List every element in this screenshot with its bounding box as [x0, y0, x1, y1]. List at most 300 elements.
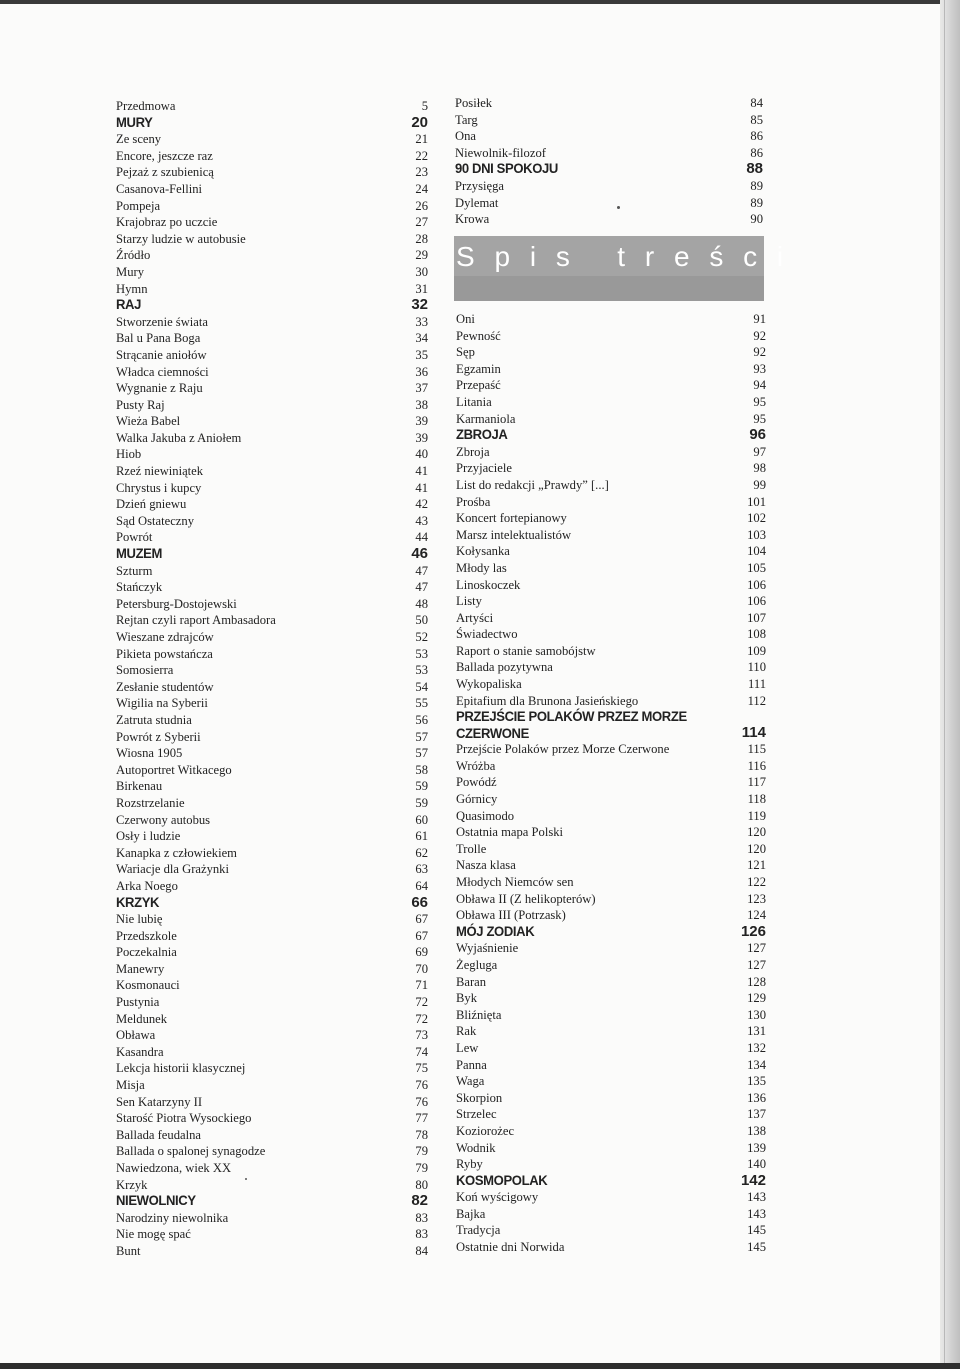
toc-entry-title: Kanapka z człowiekiem	[116, 845, 237, 860]
toc-section-heading	[456, 427, 766, 444]
toc-entry-title: Oni	[456, 312, 475, 326]
toc-entry-title: Waga	[456, 1074, 485, 1089]
toc-entry-title: Młodych Niemców sen	[456, 875, 574, 889]
toc-entry-title: Pejzaż z szubienicą	[116, 165, 214, 180]
toc-entry-page-number: 120	[747, 841, 766, 856]
toc-section-heading	[116, 1193, 428, 1210]
toc-section-heading	[456, 709, 766, 741]
toc-entry-title: Arka Noego	[116, 878, 178, 893]
toc-entry	[116, 1060, 428, 1077]
toc-entry-page-number: 118	[747, 792, 766, 807]
toc-entry-title: Byk	[456, 991, 477, 1006]
toc-entry	[456, 940, 766, 957]
toc-entry-page-number: 67	[415, 912, 428, 927]
toc-column-left	[116, 98, 428, 1260]
toc-entry-title: KOSMOPOLAK	[456, 1172, 548, 1189]
toc-entry-page-number: 93	[753, 361, 766, 376]
toc-entry-page-number: 72	[415, 995, 428, 1010]
toc-entry-page-number: 84	[750, 96, 763, 110]
toc-entry-page-number: 53	[415, 646, 428, 661]
toc-entry-page-number: 99	[753, 477, 766, 492]
toc-entry	[455, 95, 763, 112]
toc-entry-page-number: 86	[750, 145, 763, 160]
toc-entry-page-number: 79	[415, 1144, 428, 1159]
toc-entry-title: Strzelec	[456, 1107, 497, 1122]
toc-entry-title: Baran	[456, 974, 487, 989]
toc-entry	[116, 281, 428, 298]
toc-entry	[456, 1140, 766, 1157]
toc-entry-page-number: 82	[411, 1192, 428, 1210]
toc-entry-title: Pompeja	[116, 198, 161, 213]
toc-entry	[116, 695, 428, 712]
toc-entry	[456, 659, 766, 676]
toc-entry-page-number: 123	[747, 891, 766, 906]
toc-entry	[456, 1123, 766, 1140]
toc-entry-title: Tradycja	[456, 1223, 501, 1238]
toc-entry-title: RAJ	[116, 297, 142, 314]
toc-entry-page-number: 109	[747, 643, 766, 658]
toc-column-right-bottom	[456, 311, 766, 1256]
toc-entry-title: Nawiedzona, wiek XX	[116, 1161, 232, 1175]
toc-entry	[456, 610, 766, 627]
toc-entry-title: NIEWOLNICY	[116, 1193, 196, 1210]
toc-entry-page-number: 41	[415, 480, 428, 495]
toc-entry	[116, 413, 428, 430]
toc-entry	[116, 1160, 428, 1177]
toc-entry-title: Autoportret Witkacego	[116, 762, 232, 777]
toc-entry-page-number: 33	[415, 314, 428, 329]
toc-entry-title: Zesłanie studentów	[116, 679, 214, 694]
toc-entry	[116, 1210, 428, 1227]
toc-entry	[456, 510, 766, 527]
toc-entry-page-number: 67	[415, 928, 428, 943]
toc-entry-page-number: 55	[415, 696, 428, 711]
toc-entry-page-number: 64	[415, 878, 428, 893]
toc-entry-page-number: 59	[415, 779, 428, 794]
toc-entry	[456, 377, 766, 394]
toc-entry-title: Targ	[455, 112, 478, 127]
toc-entry	[116, 612, 428, 629]
toc-entry	[116, 745, 428, 762]
toc-entry-title: KRZYK	[116, 894, 160, 911]
toc-entry-title: Niewolnik-filozof	[455, 145, 546, 160]
toc-entry-title: Linoskoczek	[456, 577, 521, 592]
toc-entry	[455, 128, 763, 145]
toc-entry-page-number: 140	[747, 1157, 766, 1172]
toc-entry	[116, 397, 428, 414]
toc-entry	[456, 758, 766, 775]
toc-entry	[456, 1106, 766, 1123]
toc-entry-title: Birkenau	[116, 779, 163, 794]
toc-entry-page-number: 47	[415, 563, 428, 578]
toc-entry	[116, 944, 428, 961]
toc-entry	[456, 361, 766, 378]
toc-entry-title: Encore, jeszcze raz	[116, 148, 213, 163]
toc-entry-page-number: 48	[415, 596, 428, 611]
toc-entry-title: Dzień gniewu	[116, 497, 187, 512]
toc-entry-title: Powrót	[116, 530, 153, 545]
toc-entry	[116, 563, 428, 580]
toc-entry-title: Czerwony autobus	[116, 812, 211, 827]
toc-entry-title: Manewry	[116, 961, 165, 976]
toc-entry	[456, 643, 766, 660]
toc-entry	[456, 460, 766, 477]
toc-entry	[116, 480, 428, 497]
toc-entry-page-number: 46	[411, 545, 428, 563]
toc-entry-page-number: 95	[753, 394, 766, 409]
toc-entry-page-number: 39	[415, 430, 428, 445]
toc-section-heading	[116, 895, 428, 912]
toc-entry	[456, 1007, 766, 1024]
toc-entry-page-number: 143	[747, 1206, 766, 1221]
toc-entry-title: MUZEM	[116, 546, 163, 563]
toc-entry	[456, 577, 766, 594]
toc-entry-title: Karmaniola	[456, 411, 516, 426]
toc-entry-title: Pikieta powstańcza	[116, 646, 213, 661]
toc-entry-title: Wiosna 1905	[116, 746, 183, 761]
toc-entry	[116, 513, 428, 530]
toc-entry-page-number: 102	[747, 511, 766, 526]
toc-entry-page-number: 142	[740, 1171, 766, 1189]
toc-entry-title: Kasandra	[116, 1044, 164, 1059]
toc-entry	[456, 808, 766, 825]
toc-entry-page-number: 58	[415, 762, 428, 777]
toc-entry-page-number: 42	[415, 497, 428, 512]
toc-entry	[456, 1023, 766, 1040]
toc-entry-title: Ballada pozytywna	[456, 660, 553, 675]
toc-entry-title: MÓJ ZODIAK	[456, 923, 535, 940]
toc-entry-page-number: 69	[415, 945, 428, 960]
toc-entry-page-number: 106	[747, 577, 766, 592]
toc-entry-title: Wieża Babel	[116, 414, 181, 429]
toc-entry-page-number: 95	[753, 411, 766, 426]
toc-entry-title: Pusty Raj	[116, 397, 165, 412]
toc-entry-title: ZBROJA	[456, 427, 508, 444]
toc-entry-page-number: 105	[747, 560, 766, 575]
toc-entry	[455, 211, 763, 228]
toc-entry-page-number: 134	[747, 1057, 766, 1072]
toc-entry	[116, 1044, 428, 1061]
toc-entry-page-number: 73	[415, 1028, 428, 1043]
toc-entry-title: PRZEJŚCIE POLAKÓW PRZEZ MORZE CZERWONE	[456, 709, 687, 742]
toc-entry	[116, 878, 428, 895]
toc-entry-title: Starość Piotra Wysockiego	[116, 1111, 252, 1126]
toc-entry-title: Żegluga	[456, 957, 498, 972]
toc-section-heading	[456, 924, 766, 941]
toc-entry-title: Koziorożec	[456, 1123, 515, 1138]
toc-section-heading	[116, 297, 428, 314]
toc-entry	[456, 891, 766, 908]
toc-entry-title: Ballada feudalna	[116, 1127, 201, 1142]
toc-entry	[116, 446, 428, 463]
toc-entry-page-number: 132	[747, 1040, 766, 1055]
toc-entry-title: Wariacje dla Grażynki	[116, 862, 229, 877]
toc-entry-page-number: 53	[415, 663, 428, 678]
toc-entry-title: Kosmonauci	[116, 978, 180, 993]
toc-section-heading	[455, 161, 763, 178]
toc-entry-page-number: 110	[747, 660, 766, 675]
toc-entry-title: Trolle	[456, 841, 487, 856]
toc-entry-page-number: 96	[749, 426, 766, 444]
toc-entry	[116, 1110, 428, 1127]
toc-entry	[456, 626, 766, 643]
print-speck	[245, 1178, 247, 1180]
toc-entry	[116, 845, 428, 862]
toc-entry-title: Wykopaliska	[456, 677, 522, 692]
toc-entry	[116, 994, 428, 1011]
toc-entry-title: Epitafium dla Brunona Jasieńskiego	[456, 693, 639, 708]
toc-entry-page-number: 124	[747, 908, 766, 923]
toc-entry-title: MURY	[116, 114, 153, 131]
toc-entry-title: Somosierra	[116, 663, 174, 678]
toc-entry	[456, 774, 766, 791]
toc-entry	[456, 560, 766, 577]
toc-entry-page-number: 137	[747, 1107, 766, 1122]
toc-entry-page-number: 143	[747, 1190, 766, 1205]
toc-entry	[456, 593, 766, 610]
toc-entry	[455, 195, 763, 212]
toc-entry-page-number: 98	[753, 461, 766, 476]
toc-entry-title: Źródło	[116, 248, 151, 263]
toc-entry-page-number: 59	[415, 795, 428, 810]
toc-entry-title: Obława III (Potrzask)	[456, 908, 566, 923]
toc-entry-title: Wieszane zdrajców	[116, 630, 214, 644]
toc-entry	[116, 646, 428, 663]
toc-entry-page-number: 35	[415, 347, 428, 362]
toc-entry-title: Osły i ludzie	[116, 829, 181, 844]
toc-entry-title: Stańczyk	[116, 580, 163, 595]
toc-entry-title: Rak	[456, 1024, 477, 1039]
toc-entry-page-number: 94	[753, 378, 766, 393]
toc-entry-page-number: 122	[747, 875, 766, 889]
toc-entry	[455, 145, 763, 162]
toc-entry-page-number: 38	[415, 397, 428, 412]
toc-entry-page-number: 47	[415, 580, 428, 595]
toc-entry-title: Bliźnięta	[456, 1007, 502, 1022]
toc-entry	[456, 676, 766, 693]
toc-entry	[456, 957, 766, 974]
toc-entry	[116, 164, 428, 181]
toc-entry-page-number: 103	[747, 527, 766, 542]
toc-entry	[456, 1222, 766, 1239]
toc-section-heading	[116, 115, 428, 132]
toc-entry-title: Świadectwo	[456, 627, 518, 642]
toc-entry-page-number: 37	[415, 381, 428, 396]
toc-entry	[116, 247, 428, 264]
toc-entry	[116, 662, 428, 679]
toc-entry	[456, 693, 766, 710]
toc-entry-title: Młody las	[456, 560, 507, 575]
toc-entry-page-number: 89	[750, 195, 763, 210]
toc-entry	[116, 861, 428, 878]
toc-entry-page-number: 61	[415, 829, 428, 844]
toc-entry	[456, 477, 766, 494]
toc-entry-page-number: 78	[415, 1127, 428, 1142]
toc-entry-page-number: 20	[411, 113, 428, 131]
toc-entry	[456, 394, 766, 411]
toc-entry-page-number: 104	[747, 544, 766, 559]
toc-entry-title: Misja	[116, 1078, 145, 1093]
toc-entry-title: Ryby	[456, 1157, 483, 1172]
toc-entry	[116, 629, 428, 646]
toc-entry-title: Zatruta studnia	[116, 712, 192, 727]
toc-entry-page-number: 111	[748, 677, 766, 692]
toc-entry-title: Przedszkole	[116, 928, 177, 943]
toc-entry-page-number: 57	[415, 746, 428, 761]
toc-entry-title: Krowa	[455, 212, 490, 227]
toc-entry-page-number: 129	[747, 991, 766, 1006]
toc-entry-title: Obława	[116, 1028, 156, 1043]
toc-entry-page-number: 60	[415, 812, 428, 827]
toc-entry	[116, 148, 428, 165]
toc-entry	[456, 791, 766, 808]
toc-entry	[456, 543, 766, 560]
toc-entry-page-number: 40	[415, 447, 428, 462]
page-top-edge	[0, 0, 960, 4]
toc-entry-page-number: 28	[415, 231, 428, 246]
toc-entry-title: Chrystus i kupcy	[116, 480, 202, 495]
toc-entry	[116, 131, 428, 148]
toc-entry-page-number: 41	[415, 464, 428, 479]
toc-entry	[456, 527, 766, 544]
toc-entry-page-number: 136	[747, 1090, 766, 1105]
toc-entry	[116, 1027, 428, 1044]
toc-entry-title: Nie mogę spać	[116, 1227, 191, 1242]
toc-entry-title: Wróżba	[456, 758, 496, 773]
toc-entry	[116, 1226, 428, 1243]
toc-entry-title: Zbroja	[456, 444, 490, 459]
toc-entry-title: Górnicy	[456, 792, 498, 807]
toc-entry-title: Wodnik	[456, 1140, 496, 1155]
toc-entry	[456, 1206, 766, 1223]
toc-entry-page-number: 86	[750, 129, 763, 144]
toc-entry-title: Quasimodo	[456, 808, 515, 823]
toc-entry-title: Krzyk	[116, 1177, 148, 1192]
toc-entry-title: Casanova-Fellini	[116, 181, 203, 196]
toc-entry-page-number: 85	[750, 112, 763, 127]
toc-entry-title: Przedmowa	[116, 99, 176, 113]
toc-entry-title: Przysięga	[455, 178, 504, 193]
toc-entry	[116, 762, 428, 779]
print-speck	[617, 206, 620, 209]
toc-entry	[456, 1090, 766, 1107]
toc-entry-page-number: 128	[747, 974, 766, 989]
toc-entry	[116, 496, 428, 513]
toc-entry	[116, 778, 428, 795]
toc-entry-title: Litania	[456, 394, 492, 409]
toc-entry-title: Poczekalnia	[116, 945, 177, 960]
toc-entry-page-number: 116	[747, 758, 766, 773]
toc-entry-title: Rozstrzelanie	[116, 795, 185, 810]
toc-entry-title: Wigilia na Syberii	[116, 696, 208, 711]
toc-entry-title: Koncert fortepianowy	[456, 511, 567, 526]
toc-entry	[456, 841, 766, 858]
toc-entry	[116, 795, 428, 812]
toc-entry-title: Ona	[455, 129, 476, 144]
toc-entry-title: Rejtan czyli raport Ambasadora	[116, 613, 276, 628]
toc-entry-page-number: 84	[415, 1243, 428, 1258]
toc-entry-page-number: 44	[415, 530, 428, 545]
toc-entry-title: Sęp	[456, 345, 475, 360]
toc-entry	[116, 1011, 428, 1028]
toc-entry-title: Bajka	[456, 1206, 486, 1221]
toc-entry	[116, 977, 428, 994]
banner-title: Spis treści	[456, 241, 803, 272]
toc-entry	[116, 264, 428, 281]
toc-entry	[455, 178, 763, 195]
toc-entry-title: Lekcja historii klasycznej	[116, 1061, 246, 1076]
toc-entry-title: Panna	[456, 1057, 487, 1072]
toc-entry-page-number: 97	[753, 444, 766, 459]
toc-entry-page-number: 130	[747, 1007, 766, 1022]
toc-entry-page-number: 138	[747, 1123, 766, 1138]
toc-entry-page-number: 22	[415, 148, 428, 163]
toc-entry-page-number: 83	[415, 1210, 428, 1225]
toc-entry-page-number: 127	[747, 957, 766, 972]
toc-entry-page-number: 139	[747, 1140, 766, 1155]
toc-banner	[454, 236, 803, 301]
toc-entry-page-number: 70	[415, 961, 428, 976]
toc-entry-title: Ballada o spalonej synagodze	[116, 1144, 266, 1159]
toc-entry	[456, 874, 766, 891]
toc-column-right-top	[455, 95, 763, 228]
toc-entry-page-number: 83	[415, 1227, 428, 1242]
toc-entry-title: Meldunek	[116, 1011, 168, 1026]
toc-entry-page-number: 56	[415, 712, 428, 727]
toc-entry-page-number: 76	[415, 1094, 428, 1109]
toc-entry-page-number: 66	[411, 893, 428, 911]
toc-entry-title: Pustynia	[116, 995, 160, 1010]
toc-entry-title: Hymn	[116, 281, 148, 296]
toc-entry	[456, 411, 766, 428]
toc-entry	[456, 824, 766, 841]
toc-entry-page-number: 80	[415, 1177, 428, 1192]
toc-entry-page-number: 127	[747, 941, 766, 956]
toc-entry	[456, 328, 766, 345]
toc-entry-title: Powódź	[456, 775, 497, 790]
toc-entry	[116, 911, 428, 928]
toc-entry	[456, 1189, 766, 1206]
toc-entry-title: Przyjaciele	[456, 461, 512, 476]
toc-entry-page-number: 39	[415, 414, 428, 429]
toc-entry-page-number: 72	[415, 1011, 428, 1026]
toc-entry-page-number: 79	[415, 1161, 428, 1175]
toc-entry	[116, 679, 428, 696]
toc-entry-page-number: 76	[415, 1078, 428, 1093]
toc-entry	[456, 857, 766, 874]
toc-entry-title: Wygnanie z Raju	[116, 381, 203, 396]
toc-entry	[116, 1143, 428, 1160]
toc-entry	[456, 494, 766, 511]
toc-entry	[455, 112, 763, 129]
toc-entry	[116, 1243, 428, 1260]
toc-entry-page-number: 107	[747, 610, 766, 625]
toc-entry	[116, 463, 428, 480]
toc-entry	[116, 712, 428, 729]
toc-entry-page-number: 145	[747, 1223, 766, 1238]
toc-entry-page-number: 117	[747, 775, 766, 790]
toc-entry-page-number: 101	[747, 494, 766, 509]
toc-entry-title: Walka Jakuba z Aniołem	[116, 430, 242, 445]
toc-entry-title: Listy	[456, 594, 482, 609]
toc-entry	[116, 364, 428, 381]
toc-entry	[456, 1073, 766, 1090]
toc-entry	[456, 741, 766, 758]
toc-entry-page-number: 63	[415, 862, 428, 877]
toc-entry	[116, 1077, 428, 1094]
toc-entry	[456, 1239, 766, 1256]
toc-entry	[456, 907, 766, 924]
